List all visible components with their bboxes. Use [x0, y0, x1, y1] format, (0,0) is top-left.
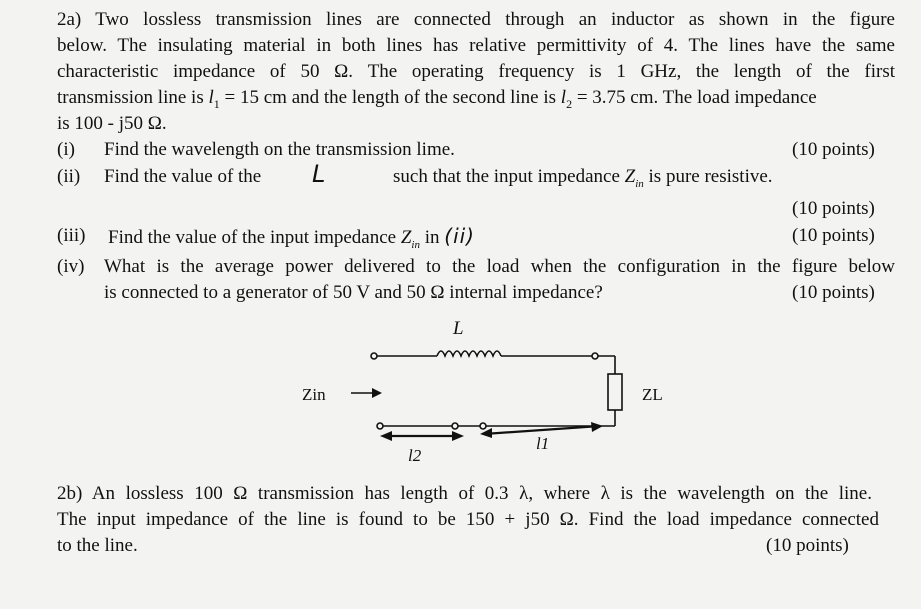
inductor-label: L — [453, 318, 464, 339]
question-iii-number: (iii) — [57, 225, 86, 246]
question-iii-points: (10 points) — [792, 225, 875, 246]
question-i-points: (10 points) — [792, 139, 875, 160]
l1-dimension-line — [484, 426, 600, 434]
zin-subscript-2: in — [411, 238, 420, 251]
question-iii-handwritten-ref: (ii) — [444, 224, 475, 248]
zin-label: Zin — [302, 385, 326, 404]
question-ii-text-c: is pure resistive. — [648, 166, 773, 187]
question-iv-line-1: What is the average power delivered to the load when the configuration in the figure below — [104, 256, 895, 277]
l2-symbol: l — [560, 87, 567, 108]
top-left-terminal — [371, 353, 377, 359]
question-ii-number: (ii) — [57, 166, 81, 187]
l1-subscript: 1 — [213, 96, 220, 111]
bottom-left-terminal — [377, 423, 383, 429]
question-iv-points: (10 points) — [792, 282, 875, 303]
line-4-text-b: = 15 cm and the length of the second line is — [219, 87, 561, 108]
l1-label: l1 — [536, 434, 550, 453]
question-iv-number: (iv) — [57, 256, 85, 277]
problem-2b-line-2: The input impedance of the line is found to be 150 + j50 Ω. Find the load impedance connected — [57, 509, 879, 530]
zin-symbol-2: Z — [400, 227, 412, 248]
top-junction-terminal — [592, 353, 598, 359]
question-ii-points: (10 points) — [792, 198, 875, 219]
inductor-coil — [437, 351, 501, 356]
question-ii-text-b-inner: such that the input impedance — [393, 166, 620, 187]
zin-symbol: Z — [624, 166, 636, 187]
question-iii-text-a: Find the value of the input impedance — [108, 227, 397, 248]
problem-2b-line-1: 2b) An lossless 100 Ω transmission has length of 0.3 λ, where λ is the wavelength on the line. — [57, 483, 872, 504]
question-ii-handwritten-l: L — [312, 160, 326, 188]
problem-2a-line-5: is 100 - j50 Ω. — [57, 113, 167, 134]
zin-subscript: in — [635, 177, 644, 190]
question-iv-line-2: is connected to a generator of 50 V and 50 Ω internal impedance? — [104, 282, 603, 303]
bottom-mid-terminal-a — [452, 423, 458, 429]
question-iii-text-b: in — [419, 227, 440, 248]
problem-2a-line-2: below. The insulating material in both lines has relative permittivity of 4. The lines have the same — [57, 35, 895, 56]
l2-arrow-head-right — [452, 431, 464, 441]
l2-label: l2 — [408, 446, 422, 465]
question-i-text: Find the wavelength on the transmission lime. — [104, 139, 455, 160]
bottom-mid-terminal-b — [480, 423, 486, 429]
load-impedance-box — [608, 374, 622, 410]
question-i-number: (i) — [57, 139, 75, 160]
l2-arrow-head-left — [380, 431, 392, 441]
l2-subscript: 2 — [566, 96, 573, 111]
problem-2a-line-3: characteristic impedance of 50 Ω. The operating frequency is 1 GHz, the length of the first — [57, 61, 895, 82]
l1-symbol: l — [208, 87, 214, 108]
question-ii-text-a: Find the value of the — [104, 166, 262, 187]
line-4-text-c: = 3.75 cm. The load impedance — [572, 87, 817, 108]
line-4-text-a: transmission line is — [57, 87, 204, 108]
zl-label: ZL — [642, 385, 663, 404]
problem-2b-points: (10 points) — [766, 535, 849, 556]
zin-arrow-head — [372, 388, 382, 398]
l1-arrow-head-right — [591, 422, 603, 432]
problem-2a-line-1: 2a) Two lossless transmission lines are connected through an inductor as shown in the figure — [57, 9, 895, 30]
problem-2b-line-3: to the line. — [57, 535, 138, 556]
